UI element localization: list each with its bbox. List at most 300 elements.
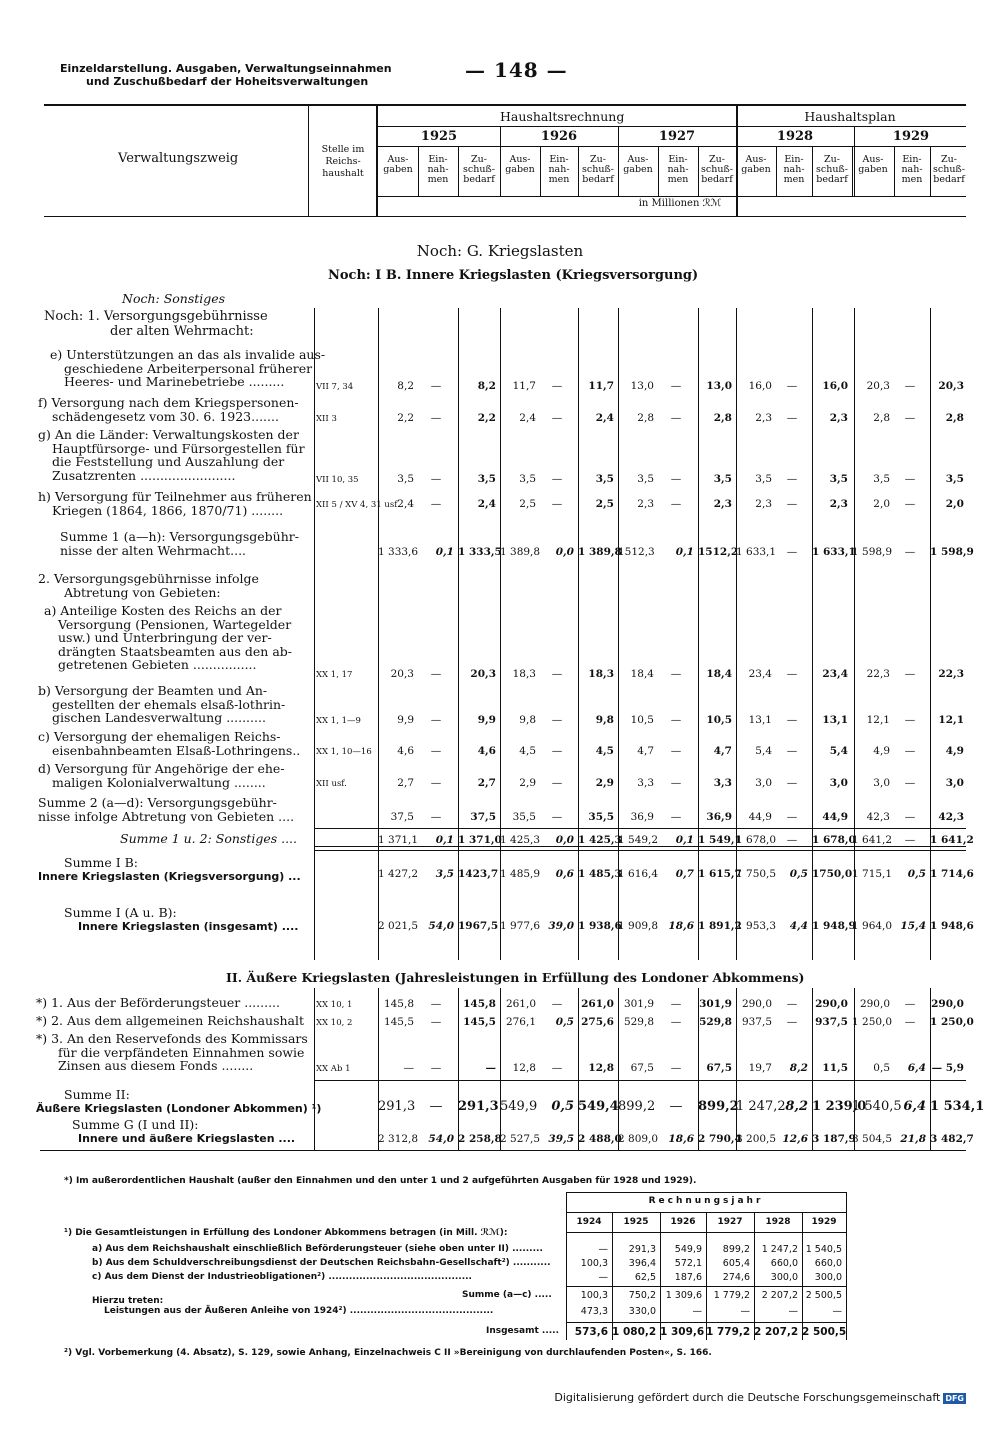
footnote-1-intro: ¹) Die Gesamtleistungen in Erfüllung des Londoner Abkommens betragen (in Mill. ℛℳ): <box>64 1228 508 1238</box>
row-value: — <box>670 811 682 823</box>
row-label: Kriegen (1864, 1866, 1870/71) ........ <box>52 502 284 518</box>
row-value: — <box>670 668 682 680</box>
rule-body-zuschuss <box>812 308 813 960</box>
year-1929: 1929 <box>892 129 930 144</box>
fn-row-value: 605,4 <box>722 1258 750 1269</box>
row-label: d) Versorgung für Angehörige der ehe- <box>38 761 285 776</box>
row-value: 67,5 <box>706 1062 732 1074</box>
row-label: Hauptfürsorge- und Fürsorgestellen für <box>52 440 305 456</box>
row-value: 301,9 <box>623 998 654 1010</box>
row-value: 8,2 <box>477 380 496 392</box>
fn-row-value: 1 540,5 <box>805 1244 842 1255</box>
row-label: Innere Kriegslasten (Kriegsversorgung) ... <box>38 869 301 883</box>
row-value: 3,5 <box>477 473 496 485</box>
row-value: 0,0 <box>555 546 574 558</box>
row-value: 261,0 <box>505 998 536 1010</box>
row-value: 35,5 <box>512 811 536 823</box>
row-value: 20,3 <box>470 668 496 680</box>
row-value: 3,5 <box>397 473 414 485</box>
row-label: Innere Kriegslasten (insgesamt) .... <box>78 919 299 933</box>
row-value: 11,7 <box>588 380 614 392</box>
fn-row-value: — <box>598 1272 608 1283</box>
fn-row-value: 100,3 <box>580 1290 608 1301</box>
col-head-col_ausgaben: Aus- gaben <box>505 154 535 175</box>
row-value: 2,8 <box>713 412 732 424</box>
row-value: 3,5 <box>713 473 732 485</box>
rule-sum2-top <box>314 1080 966 1081</box>
row-value: 12,8 <box>588 1062 614 1074</box>
rule-body-year <box>736 308 737 960</box>
row-value: 13,0 <box>706 380 732 392</box>
fn-year: 1928 <box>765 1217 791 1227</box>
rule-body-zuschuss <box>698 308 699 960</box>
rule-body-year <box>500 308 501 960</box>
header-title-line1: Einzeldarstellung. Ausgaben, Verwaltungseinnahmen <box>60 62 392 75</box>
col-head-col_zuschuss: Zu- schuß- bedarf <box>816 154 848 185</box>
row-value: 6,4 <box>903 1099 926 1114</box>
row-label: *) 1. Aus der Beförderungsteuer ......... <box>36 995 280 1010</box>
row-value: 0,1 <box>675 546 694 558</box>
row-label: Äußere Kriegslasten (Londoner Abkommen) ¹) <box>36 1101 322 1115</box>
row-label: gestellten der ehemals elsaß-lothrin- <box>52 696 286 712</box>
row-value: 1 389,8 <box>578 546 622 558</box>
row-value: 13,1 <box>822 714 848 726</box>
row-value: 899,2 <box>618 1099 656 1114</box>
year-1928: 1928 <box>776 129 814 144</box>
row-value: 2 312,8 <box>378 1133 419 1145</box>
digitization-credit <box>554 1391 966 1404</box>
row-label: usw.) und Unterbringung der ver- <box>58 630 272 645</box>
row-value: — <box>904 714 916 726</box>
row-value: 22,3 <box>866 668 890 680</box>
row-value: 2,9 <box>595 777 614 789</box>
col-head-col_zuschuss: Zu- schuß- bedarf <box>582 154 614 185</box>
col-head-col_einnahmen: Ein- nah- men <box>901 154 923 185</box>
row-value: 5,4 <box>755 745 772 757</box>
row-value: 2,9 <box>519 777 536 789</box>
row-value: — <box>904 834 916 846</box>
row-value: 20,3 <box>866 380 890 392</box>
row-value: — <box>786 714 798 726</box>
row-value: 1 977,6 <box>500 920 541 932</box>
fn-row-value: 473,3 <box>580 1306 608 1317</box>
row-value: — <box>904 668 916 680</box>
row-value: — <box>904 546 916 558</box>
row-label: schädengesetz vom 30. 6. 1923....... <box>52 408 279 424</box>
row-value: 1512,3 <box>618 546 655 558</box>
fn-row-value: 62,5 <box>634 1272 656 1283</box>
row-value: 145,5 <box>383 1016 414 1028</box>
row-value: 1 540,5 <box>852 1099 902 1114</box>
row-value: 11,7 <box>512 380 536 392</box>
row-value: 2 021,5 <box>378 920 419 932</box>
row-value: — <box>430 668 442 680</box>
row-value: — <box>551 668 563 680</box>
fn-year: 1926 <box>670 1217 696 1227</box>
row-value: 1 485,3 <box>578 868 622 880</box>
row-value: 12,6 <box>782 1133 808 1145</box>
row-value: 290,0 <box>741 998 772 1010</box>
section-title: Noch: G. Kriegslasten <box>416 242 584 260</box>
row-value: — <box>904 412 916 424</box>
fn-rule-top <box>566 1192 846 1193</box>
row-stelle: XX Ab 1 <box>316 1064 351 1074</box>
row-label: Zinsen aus diesem Fonds ........ <box>58 1058 254 1073</box>
row-value: — <box>904 380 916 392</box>
fn-row-value: — <box>788 1306 798 1317</box>
fn-row-value: 899,2 <box>722 1244 750 1255</box>
row-value: 39,0 <box>548 920 574 932</box>
row-value: — <box>551 412 563 424</box>
fn-row-label: Insgesamt ..... <box>486 1326 559 1336</box>
row-label: geschiedene Arbeiterpersonal früherer <box>64 360 313 376</box>
row-value: 937,5 <box>815 1016 848 1028</box>
row-value: — 5,9 <box>931 1062 964 1074</box>
fn-row-value: 300,0 <box>770 1272 798 1283</box>
row-value: 301,9 <box>699 998 732 1010</box>
col-head-col_ausgaben: Aus- gaben <box>858 154 888 175</box>
row-value: — <box>430 1062 442 1074</box>
row-value: 3,5 <box>519 473 536 485</box>
rule-sum-bottom2 <box>314 850 966 851</box>
row-value: 529,8 <box>699 1016 732 1028</box>
row-value: 0,0 <box>555 834 574 846</box>
row-value: 1 678,0 <box>736 834 777 846</box>
row-stelle: XX 10, 1 <box>316 1000 353 1010</box>
fn-row-label: b) Aus dem Schuldverschreibungsdienst der Deutschen Reichsbahn-Gesellschaft²) ........... <box>92 1258 551 1268</box>
row-value: 2,2 <box>477 412 496 424</box>
dfg-logo: DFG <box>945 1394 964 1403</box>
row-value: — <box>786 668 798 680</box>
row-value: — <box>786 998 798 1010</box>
row-value: — <box>670 745 682 757</box>
row-value: 20,3 <box>390 668 414 680</box>
row-value: 2,8 <box>873 412 890 424</box>
row-value: 44,9 <box>748 811 772 823</box>
fn-row-value: 291,3 <box>628 1244 656 1255</box>
row-value: — <box>786 811 798 823</box>
row-value: 9,9 <box>477 714 496 726</box>
row-value: 1 250,0 <box>930 1016 974 1028</box>
row-value: 0,7 <box>675 868 694 880</box>
row-value: 4,9 <box>945 745 964 757</box>
row-label: Summe G (I und II): <box>72 1117 199 1132</box>
row-label: die Feststellung und Auszahlung der <box>52 454 285 469</box>
row-label: e) Unterstützungen an das als invalide aus- <box>50 347 326 362</box>
fn-year: 1929 <box>811 1217 837 1227</box>
row-value: 3,0 <box>755 777 772 789</box>
row-value: 0,5 <box>789 868 808 880</box>
row-value: — <box>551 498 563 510</box>
row-value: 3 504,5 <box>852 1133 893 1145</box>
row-label: h) Versorgung für Teilnehmer aus früheren <box>38 489 312 504</box>
row-label: gischen Landesverwaltung .......... <box>52 710 266 725</box>
row-value: 2,2 <box>397 412 414 424</box>
row-label: Summe 1 (a—h): Versorgungsgebühr- <box>60 529 299 544</box>
row-value: 0,1 <box>675 834 694 846</box>
row-value: 1 615,7 <box>698 868 742 880</box>
fn-year: 1927 <box>717 1217 743 1227</box>
row-value: 36,9 <box>706 811 732 823</box>
header-top-rule <box>44 104 966 106</box>
row-value: 22,3 <box>938 668 964 680</box>
header-haushaltsrechnung: Haushaltsrechnung <box>500 109 625 124</box>
row-value: 2,4 <box>595 412 614 424</box>
row-value: 290,0 <box>859 998 890 1010</box>
fn-row-value: 750,2 <box>628 1290 656 1301</box>
group-sonstiges: Noch: Sonstiges <box>122 291 226 306</box>
row-value: — <box>403 1062 414 1074</box>
row-value: 2,3 <box>829 412 848 424</box>
row-label: Versorgung (Pensionen, Wartegelder <box>58 616 292 632</box>
section-subtitle: Noch: I B. Innere Kriegslasten (Kriegsversorgung) <box>328 268 699 283</box>
row-value: — <box>429 1099 443 1114</box>
row-value: — <box>670 714 682 726</box>
row-label: getretenen Gebieten ................ <box>58 657 257 672</box>
row-value: 1 948,6 <box>930 920 974 932</box>
row-value: — <box>430 412 442 424</box>
fn-row-value: 2 207,2 <box>761 1290 798 1301</box>
row-value: 1 938,6 <box>578 920 622 932</box>
row-value: 1 641,2 <box>930 834 974 846</box>
row-label: maligen Kolonialverwaltung ........ <box>52 774 266 790</box>
row-value: 10,5 <box>630 714 654 726</box>
row-value: — <box>551 998 563 1010</box>
row-value: 23,4 <box>822 668 848 680</box>
row-label: a) Anteilige Kosten des Reichs an der <box>44 603 282 618</box>
row-value: 3,5 <box>755 473 772 485</box>
row-value: — <box>670 777 682 789</box>
row-value: 290,0 <box>931 998 964 1010</box>
row-value: — <box>904 745 916 757</box>
row-value: 1967,5 <box>458 920 499 932</box>
header-haushaltsplan: Haushaltsplan <box>804 109 896 124</box>
row-value: 1 909,8 <box>618 920 659 932</box>
row-value: 16,0 <box>822 380 848 392</box>
row-value: 12,1 <box>938 714 964 726</box>
rule-body-year <box>618 308 619 960</box>
fn-row-value: 660,0 <box>814 1258 842 1269</box>
row-value: 1 425,3 <box>500 834 541 846</box>
row-value: 1 425,3 <box>578 834 622 846</box>
row-value: 1 953,3 <box>736 920 777 932</box>
rule-body-zuschuss <box>458 308 459 960</box>
row-value: — <box>430 473 442 485</box>
fn-row-value: 1 779,2 <box>713 1290 750 1301</box>
row-value: 3,5 <box>637 473 654 485</box>
row-value: 1512,2 <box>698 546 739 558</box>
year-1925: 1925 <box>420 129 458 144</box>
row-value: 145,8 <box>463 998 496 1010</box>
row-value: 2 809,0 <box>618 1133 659 1145</box>
row-value: 0,5 <box>555 1016 574 1028</box>
row-value: 3,5 <box>829 473 848 485</box>
row-value: 1 891,2 <box>698 920 742 932</box>
row-value: 3,5 <box>595 473 614 485</box>
rule-body-year <box>378 308 379 960</box>
row-value: — <box>430 1016 442 1028</box>
row-value: 549,4 <box>578 1099 619 1114</box>
row-value: — <box>786 834 798 846</box>
row-value: — <box>430 777 442 789</box>
row-value: — <box>904 998 916 1010</box>
row-value: 4,6 <box>397 745 414 757</box>
row-value: 54,0 <box>428 920 454 932</box>
fn-row-value: — <box>598 1244 608 1255</box>
row-label: Innere und äußere Kriegslasten .... <box>78 1131 296 1145</box>
row-value: 1 247,2 <box>736 1099 786 1114</box>
unit-label: in Millionen ℛℳ <box>638 198 722 209</box>
row-value: 2,8 <box>945 412 964 424</box>
row-value: — <box>430 498 442 510</box>
row-value: 1 485,9 <box>500 868 541 880</box>
row-label: Summe I B: <box>64 855 138 870</box>
row-value: 12,1 <box>866 714 890 726</box>
row-value: 9,8 <box>519 714 536 726</box>
row-value: 1 534,1 <box>930 1099 985 1114</box>
row-value: 2,0 <box>945 498 964 510</box>
row-stelle: VII 10, 35 <box>316 475 359 485</box>
row-value: — <box>786 473 798 485</box>
row-value: 36,9 <box>630 811 654 823</box>
col-head-col_einnahmen: Ein- nah- men <box>783 154 805 185</box>
row-value: 4,7 <box>637 745 654 757</box>
row-value: 1 964,0 <box>852 920 893 932</box>
row-value: 4,6 <box>477 745 496 757</box>
row-value: 937,5 <box>741 1016 772 1028</box>
row-value: — <box>551 777 563 789</box>
row-value: 1 714,6 <box>930 868 974 880</box>
row-stelle: XII 5 / XV 4, 31 usf. <box>316 500 400 510</box>
row-value: 2,4 <box>477 498 496 510</box>
row-value: 2,3 <box>755 498 772 510</box>
rule-under-group <box>376 126 966 127</box>
row-value: — <box>670 473 682 485</box>
row-value: 4,4 <box>789 920 808 932</box>
row-stelle: VII 7, 34 <box>316 382 354 392</box>
row-value: 4,7 <box>713 745 732 757</box>
row-value: 0,5 <box>873 1062 890 1074</box>
row-value: 54,0 <box>428 1133 454 1145</box>
row-value: 1423,7 <box>458 868 499 880</box>
footnote-hierzu: Hierzu treten: <box>92 1296 164 1306</box>
row-value: 0,6 <box>555 868 574 880</box>
row-value: 1 715,1 <box>852 868 893 880</box>
row-label: *) 3. An den Reservefonds des Kommissars <box>36 1031 308 1046</box>
row-value: — <box>786 745 798 757</box>
row-value: 2,8 <box>637 412 654 424</box>
row-value: 145,8 <box>383 998 414 1010</box>
row-label: Zusatzrenten ........................ <box>52 467 236 483</box>
row-value: 2,3 <box>713 498 732 510</box>
row-value: 39,5 <box>548 1133 574 1145</box>
row-value: 2,0 <box>873 498 890 510</box>
fn-row-value: 1 779,2 <box>706 1326 751 1338</box>
row-value: 1 616,4 <box>618 868 659 880</box>
row-value: — <box>786 412 798 424</box>
row-value: 1 333,6 <box>378 546 419 558</box>
row-value: 290,0 <box>815 998 848 1010</box>
col-head-col_ausgaben: Aus- gaben <box>623 154 653 175</box>
row-value: 261,0 <box>581 998 614 1010</box>
header-bottom-rule <box>44 216 966 217</box>
fn-rule-right <box>846 1192 847 1212</box>
fn-row-value: 2 500,5 <box>802 1326 847 1338</box>
row-value: — <box>430 811 442 823</box>
row-value: 3,5 <box>945 473 964 485</box>
row-value: 2 488,0 <box>578 1133 622 1145</box>
row-value: — <box>551 380 563 392</box>
row-value: 291,3 <box>458 1099 499 1114</box>
row-label: nisse infolge Abtretung von Gebieten .... <box>38 808 295 824</box>
fn-row-value: 2 207,2 <box>754 1326 799 1338</box>
row-value: — <box>430 380 442 392</box>
row-value: 67,5 <box>630 1062 654 1074</box>
row-value: — <box>786 1016 798 1028</box>
row-value: 1 549,1 <box>698 834 742 846</box>
row-value: 0,1 <box>435 546 454 558</box>
fn-row-value: 274,6 <box>722 1272 750 1283</box>
fn-row-value: 396,4 <box>628 1258 656 1269</box>
row-value: 2,4 <box>397 498 414 510</box>
row-value: 9,8 <box>595 714 614 726</box>
row-label: f) Versorgung nach dem Kriegspersonen- <box>38 395 299 410</box>
row-value: — <box>786 498 798 510</box>
row-value: 18,4 <box>630 668 654 680</box>
header-stelle: Stelle im Reichs- haushalt <box>321 144 365 179</box>
row-value: — <box>430 714 442 726</box>
row-value: — <box>904 498 916 510</box>
fn-row-value: 100,3 <box>580 1258 608 1269</box>
row-value: 20,3 <box>938 380 964 392</box>
row-value: 1 598,9 <box>930 546 974 558</box>
rule-body-zuschuss <box>578 308 579 960</box>
row-value: 1750,0 <box>812 868 853 880</box>
fn-row-label: Leistungen aus der Äußeren Anleihe von 1924²) .......................................... <box>104 1306 494 1316</box>
row-value: 1 239,0 <box>812 1099 867 1114</box>
row-value: 3 200,5 <box>736 1133 777 1145</box>
row-value: 13,0 <box>630 380 654 392</box>
row-value: 1 641,2 <box>852 834 893 846</box>
row-value: 549,9 <box>500 1099 538 1114</box>
fn-rechnungsjahr: Rechnungsjahr <box>648 1196 764 1206</box>
row-value: — <box>670 498 682 510</box>
row-value: — <box>786 380 798 392</box>
row-value: 42,3 <box>938 811 964 823</box>
col-head-col_zuschuss: Zu- schuß- bedarf <box>933 154 965 185</box>
row-value: 899,2 <box>698 1099 739 1114</box>
row-label: b) Versorgung der Beamten und An- <box>38 683 268 698</box>
row-value: — <box>670 998 682 1010</box>
header-title-line2: und Zuschußbedarf der Hoheitsverwaltungen <box>86 75 369 88</box>
row-value: 9,9 <box>397 714 414 726</box>
rule-body-zuschuss <box>930 308 931 960</box>
row-value: 1 750,5 <box>736 868 777 880</box>
rule-body2-stelle <box>314 988 315 1150</box>
row-value: 3,5 <box>435 868 454 880</box>
row-label: *) 2. Aus dem allgemeinen Reichshaushalt <box>36 1013 305 1028</box>
row-value: 3 482,7 <box>930 1133 974 1145</box>
footnote-2: ²) Vgl. Vorbemerkung (4. Absatz), S. 129, sowie Anhang, Einzelnachweis C II »Bereinigung von durchlaufenden Posten«, S. 166. <box>64 1348 712 1358</box>
fn-row-label: Summe (a—c) ..... <box>462 1290 552 1300</box>
row-stelle: XII usf. <box>316 779 347 789</box>
row-value: 291,3 <box>378 1099 416 1114</box>
group1-heading-l2: der alten Wehrmacht: <box>110 324 254 339</box>
fn-row-value: 1 309,6 <box>665 1290 702 1301</box>
row-value: 1 948,9 <box>812 920 856 932</box>
row-value: 0,1 <box>435 834 454 846</box>
row-value: 4,5 <box>519 745 536 757</box>
